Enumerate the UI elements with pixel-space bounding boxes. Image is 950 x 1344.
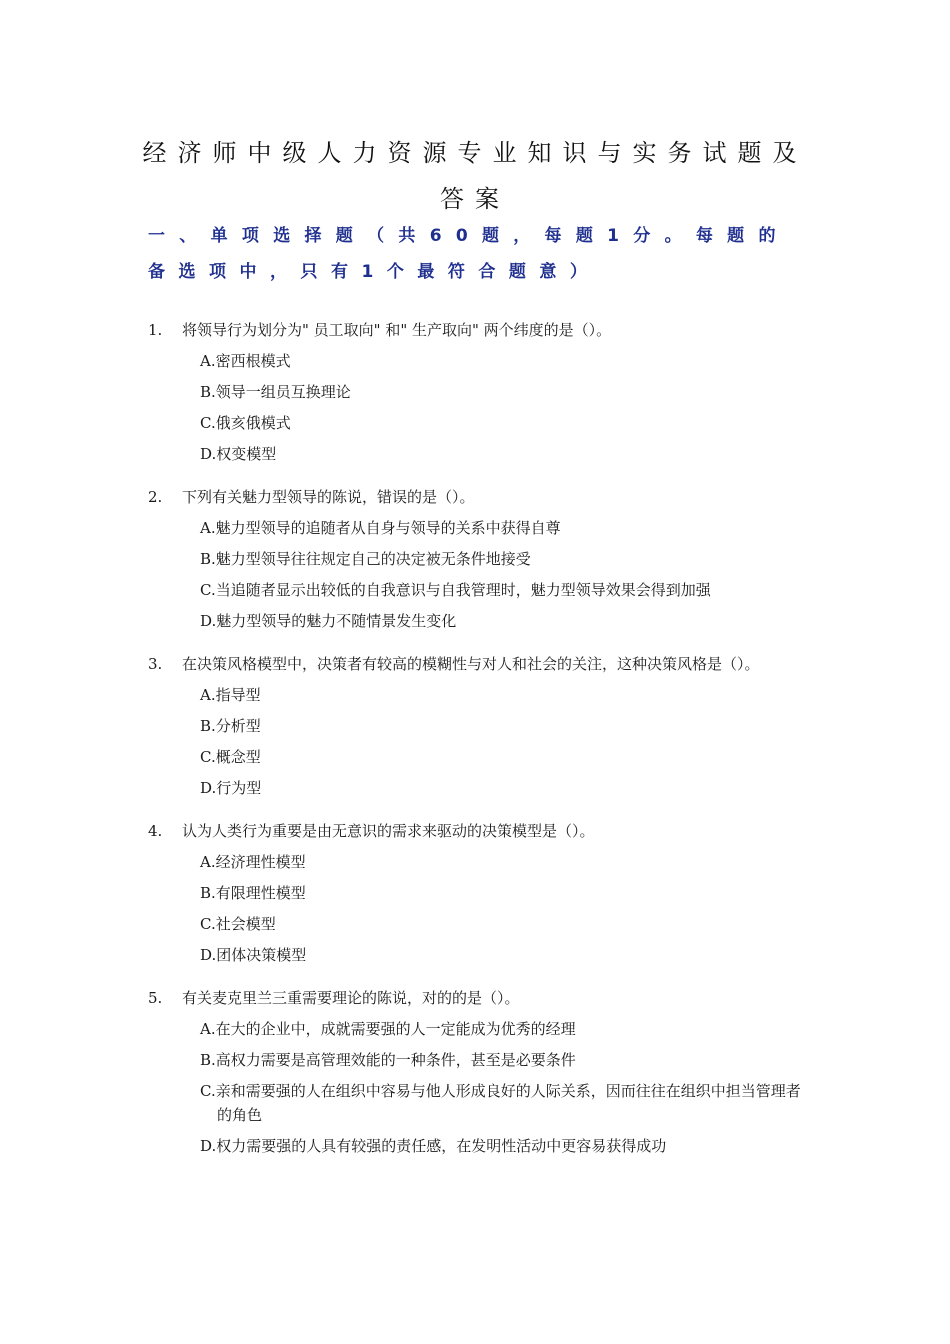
question-5 [148,986,808,1158]
option-b: B.魅力型领导往往规定自己的决定被无条件地接受 [200,550,531,568]
option-c: C.俄亥俄模式 [200,414,291,432]
option-a: A.魅力型领导的追随者从自身与领导的关系中获得自尊 [200,519,561,537]
question-number: 5. [148,989,163,1007]
section-heading-line-2: 备选项中，只有1个最符合题意） [148,262,601,282]
option-c: C.概念型 [200,748,261,766]
title-line-2: 答案 [440,185,510,213]
question-stem: 将领导行为划分为" 员工取向" 和" 生产取向" 两个纬度的是（）。 [182,321,612,339]
option-b: B.有限理性模型 [200,884,306,902]
option-d: D.权变模型 [200,445,277,463]
option-b: B.高权力需要是高管理效能的一种条件，甚至是必要条件 [200,1051,576,1069]
option-d: D.行为型 [200,779,262,797]
option-b: B.分析型 [200,717,261,735]
question-stem: 下列有关魅力型领导的陈说，错误的是（）。 [182,488,475,506]
question-number: 4. [148,822,163,840]
option-a: A.经济理性模型 [200,853,306,871]
question-stem: 认为人类行为重要是由无意识的需求来驱动的决策模型是（）。 [182,822,595,840]
question-stem: 在决策风格模型中，决策者有较高的模糊性与对人和社会的关注，这种决策风格是（）。 [182,655,760,673]
question-4 [148,819,808,967]
option-d: D.团体决策模型 [200,946,307,964]
question-number: 3. [148,655,163,673]
option-d: D.权力需要强的人具有较强的责任感，在发明性活动中更容易获得成功 [200,1137,667,1155]
option-b: B.领导一组员互换理论 [200,383,351,401]
option-d: D.魅力型领导的魅力不随情景发生变化 [200,612,457,630]
option-a: A.在大的企业中，成就需要强的人一定能成为优秀的经理 [200,1020,576,1038]
option-c: C.当追随者显示出较低的自我意识与自我管理时，魅力型领导效果会得到加强 [200,581,711,599]
title-line-1: 经济师中级人力资源专业知识与实务试题及 [142,139,808,167]
question-2 [148,485,808,633]
question-1 [148,318,808,466]
option-a: A.密西根模式 [200,352,291,370]
question-list [148,318,808,1177]
option-a: A.指导型 [200,686,261,704]
option-c: C.亲和需要强的人在组织中容易与他人形成良好的人际关系，因而往往在组织中担当管理者的角色 [200,1082,801,1124]
question-3 [148,652,808,800]
section-heading-line-1: 一、单项选择题（共60题，每题1分。每题的 [148,226,790,246]
option-c: C.社会模型 [200,915,276,933]
question-number: 2. [148,488,163,506]
section-heading [148,218,798,290]
question-number: 1. [148,321,163,339]
document-title [130,130,820,222]
question-stem: 有关麦克里兰三重需要理论的陈说，对的的是（）。 [182,989,520,1007]
